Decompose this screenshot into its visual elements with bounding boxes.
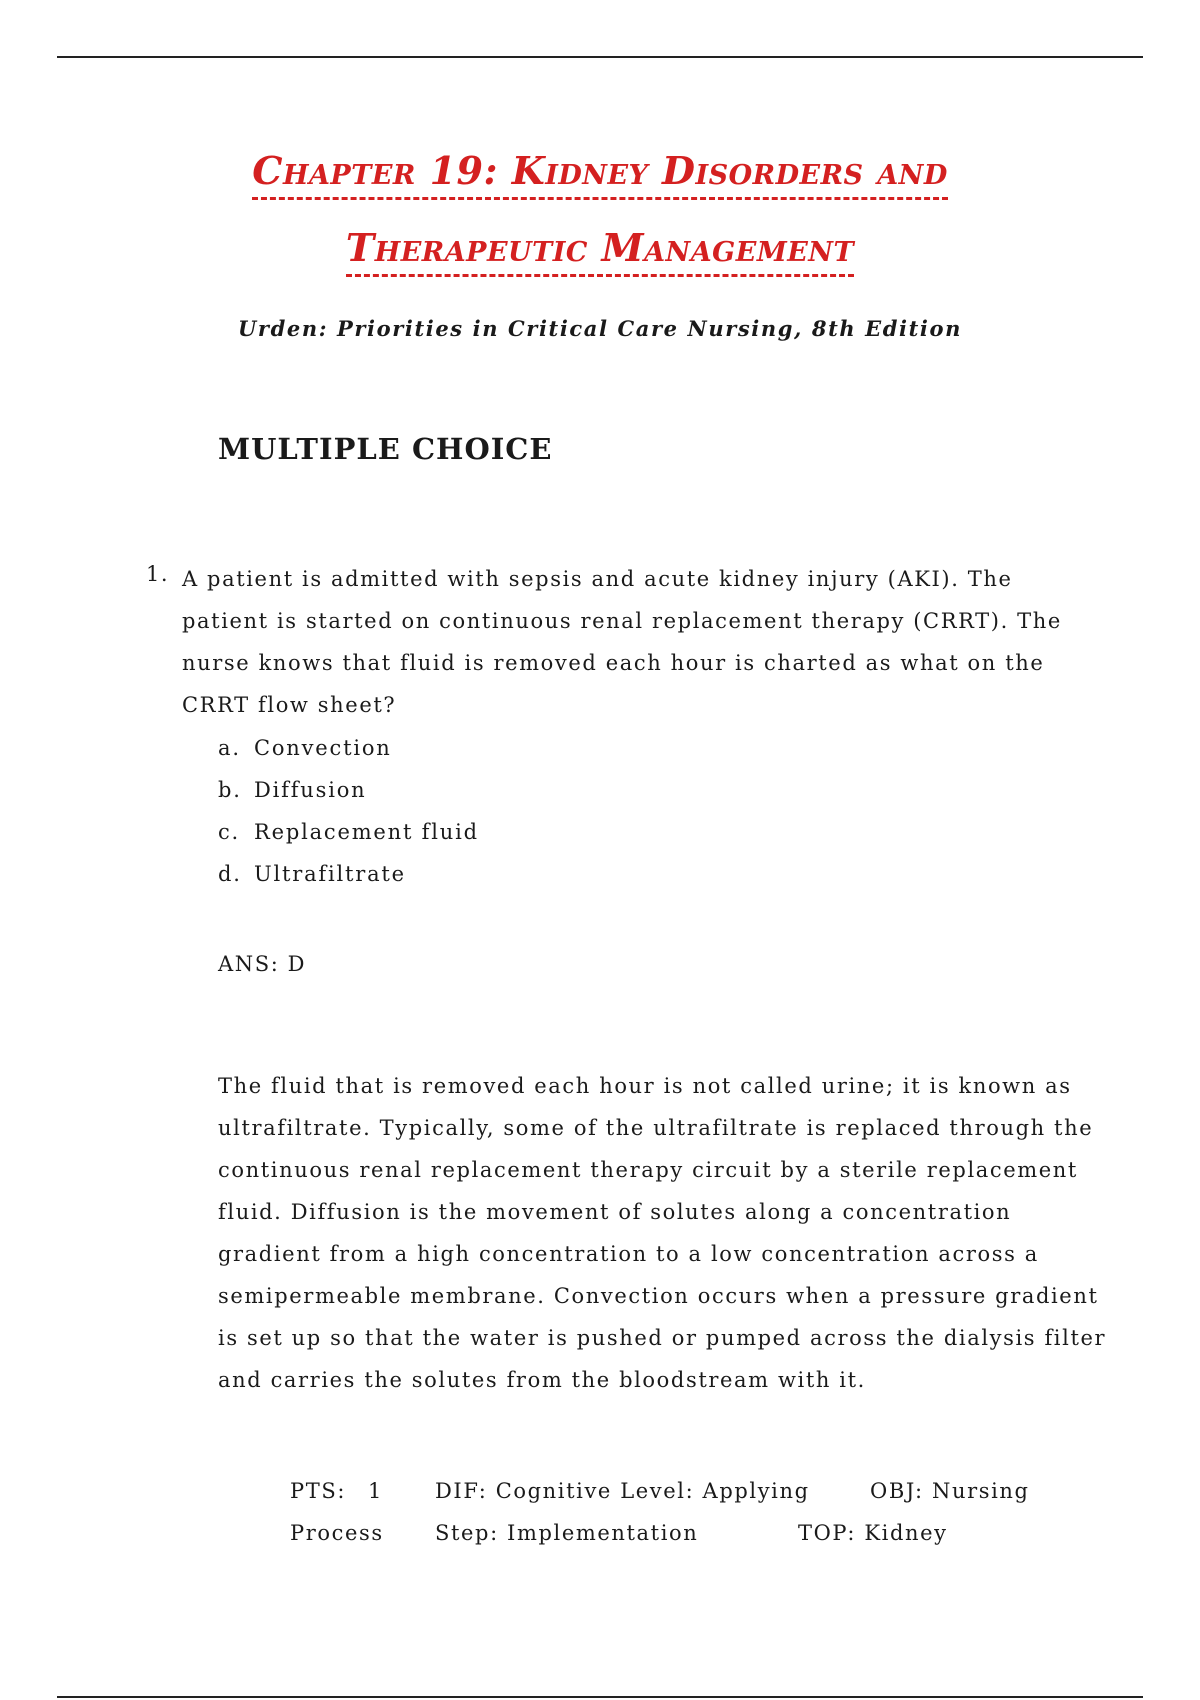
answer-key: ANS: D: [218, 952, 307, 976]
rationale-line: continuous renal replacement therapy circuit by a sterile replacement: [218, 1158, 1078, 1182]
meta-objective-continued: Process: [290, 1521, 384, 1545]
meta-points-label: PTS:: [290, 1479, 346, 1503]
chapter-title-line-1: Chapter 19: Kidney Disorders and: [0, 152, 1200, 190]
option-letter: d.: [218, 862, 242, 886]
meta-topic: TOP: Kidney: [798, 1521, 948, 1545]
question-number: 1.: [146, 562, 170, 586]
rationale: [218, 1065, 1107, 1401]
question-stem-line: nurse knows that fluid is removed each hour is charted as what on the: [182, 651, 1045, 675]
rationale-line: ultrafiltrate. Typically, some of the ultrafiltrate is replaced through the: [218, 1116, 1094, 1140]
answer-options: [218, 727, 479, 895]
rationale-line: The fluid that is removed each hour is not called urine; it is known as: [218, 1074, 1072, 1098]
meta-objective: OBJ: Nursing: [870, 1479, 1030, 1503]
book-subtitle: Urden: Priorities in Critical Care Nursing, 8th Edition: [238, 316, 962, 341]
option-text: Diffusion: [254, 778, 367, 802]
section-heading: MULTIPLE CHOICE: [218, 432, 553, 466]
option-c: [218, 811, 479, 853]
option-letter: a.: [218, 736, 241, 760]
meta-points: [290, 1479, 383, 1503]
option-text: Convection: [254, 736, 392, 760]
option-letter: b.: [218, 778, 242, 802]
option-b: [218, 769, 479, 811]
chapter-title-line-2: Therapeutic Management: [0, 229, 1200, 267]
rationale-line: fluid. Diffusion is the movement of solutes along a concentration: [218, 1200, 1012, 1224]
question-stem: [182, 558, 1062, 726]
rationale-line: gradient from a high concentration to a low concentration across a: [218, 1242, 1039, 1266]
question-stem-line: patient is started on continuous renal replacement therapy (CRRT). The: [182, 609, 1062, 633]
option-letter: c.: [218, 820, 241, 844]
meta-points-value: 1: [368, 1479, 383, 1503]
meta-step: Step: Implementation: [435, 1521, 699, 1545]
meta-difficulty: DIF: Cognitive Level: Applying: [435, 1479, 810, 1503]
bottom-rule: [57, 1696, 1143, 1698]
rationale-line: is set up so that the water is pushed or pumped across the dialysis filter: [218, 1326, 1107, 1350]
option-d: [218, 853, 479, 895]
rationale-line: semipermeable membrane. Convection occurs when a pressure gradient: [218, 1284, 1099, 1308]
option-a: [218, 727, 479, 769]
option-text: Replacement fluid: [254, 820, 479, 844]
option-text: Ultrafiltrate: [254, 862, 406, 886]
question-stem-line: CRRT flow sheet?: [182, 693, 397, 717]
question-stem-line: A patient is admitted with sepsis and acute kidney injury (AKI). The: [182, 567, 1013, 591]
rationale-line: and carries the solutes from the bloodstream with it.: [218, 1368, 866, 1392]
top-rule: [57, 56, 1143, 58]
